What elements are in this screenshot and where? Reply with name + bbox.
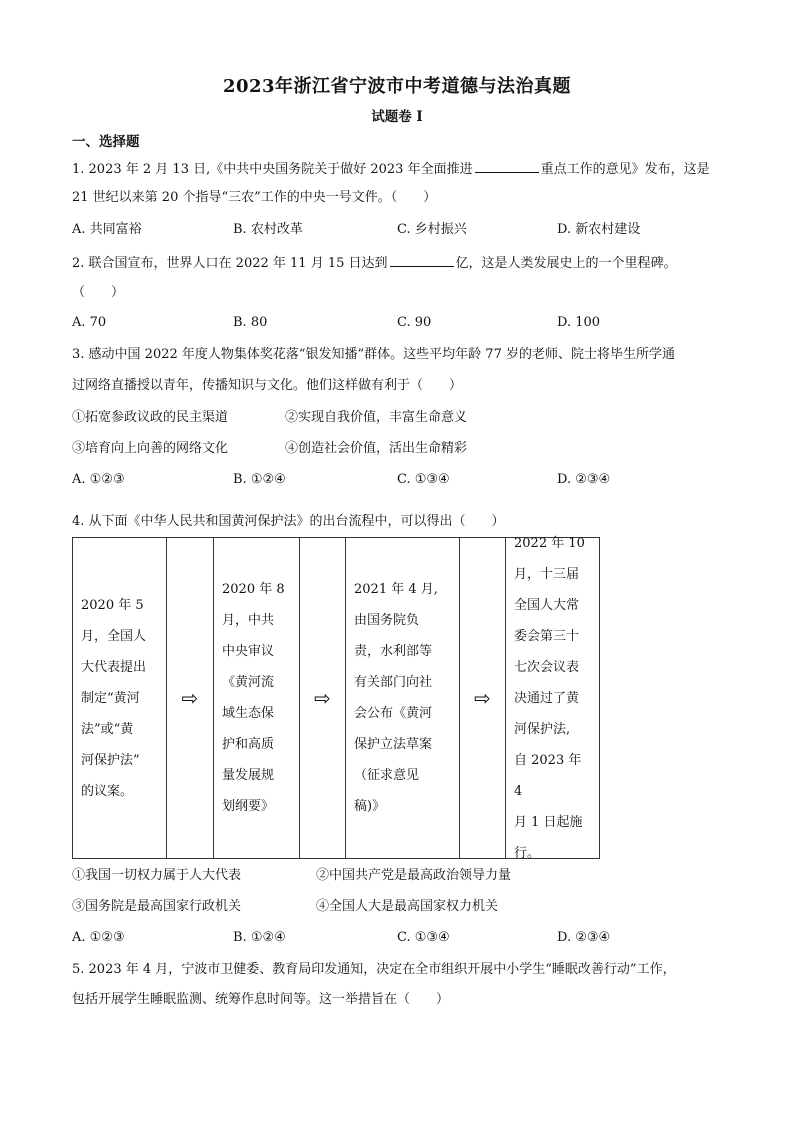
q2-option-c: C. 90	[397, 315, 432, 330]
q3-option-c: C. ①③④	[397, 472, 450, 487]
flow-step-4-line: 全国人大常	[514, 597, 580, 613]
flow-step-4-line: 自 2023 年 4	[514, 752, 582, 799]
flow-step-3-line: 2021 年 4 月,	[354, 582, 438, 597]
q2-stem-line2: （ ）	[72, 285, 125, 300]
flow-step-3-line: 会公布《黄河	[354, 706, 433, 721]
flow-arrow-3	[460, 538, 506, 858]
q1-option-b: B. 农村改革	[233, 222, 303, 237]
q4-option-b: B. ①②④	[233, 930, 286, 945]
q3-statement-4: ④创造社会价值，活出生命精彩	[285, 441, 468, 456]
flow-step-1-line: 制定“黄河	[81, 690, 140, 706]
flow-step-3-line: 责，水利部等	[354, 644, 433, 659]
section-heading: 一、选择题	[72, 134, 140, 150]
q5-stem-line1: 5. 2023 年 4 月，宁波市卫健委、教育局印发通知，决定在全市组织开展中小学生“睡眠改善行动”工作，	[72, 962, 676, 977]
q2-stem-text-b: 亿，这是人类发展史上的一个里程碑。	[455, 256, 677, 271]
flow-step-4-line: 月，十三届	[514, 566, 580, 582]
flow-step-2-line: 域生态保	[222, 706, 275, 721]
q3-option-a: A. ①②③	[72, 472, 125, 487]
flow-step-4-line: 决通过了黄	[514, 690, 580, 706]
flow-step-4-line: 行。	[514, 845, 541, 861]
flow-step-4-text	[514, 528, 593, 869]
flow-step-2-line: 护和高质	[222, 737, 275, 752]
q1-answer-blank	[475, 159, 539, 173]
flow-step-1-line: 法”或“黄	[81, 721, 134, 737]
flow-step-1-text	[81, 590, 146, 807]
flow-step-4-line: 委会第三十	[514, 628, 580, 644]
exam-subtitle: 试题卷 I	[371, 109, 423, 125]
q1-stem-text-a: 1. 2023 年 2 月 13 日,《中共中央国务院关于做好 2023 年全面推进	[72, 162, 473, 177]
q4-option-d: D. ②③④	[557, 930, 611, 945]
q2-option-b: B. 80	[233, 315, 268, 330]
q1-stem-text-b: 重点工作的意见》发布，这是	[540, 162, 710, 177]
q3-statement-3: ③培育向上向善的网络文化	[72, 441, 229, 456]
flow-step-3-line: 由国务院负	[354, 613, 420, 628]
q3-statement-1: ①拓宽参政议政的民主渠道	[72, 410, 229, 425]
q4-statement-3: ③国务院是最高国家行政机关	[72, 899, 242, 914]
flow-step-2	[214, 538, 300, 858]
flow-step-2-line: 中央审议	[222, 644, 275, 659]
flow-step-4-line: 月 1 日起施	[514, 814, 583, 830]
q2-option-d: D. 100	[557, 315, 601, 330]
q4-statement-4: ④全国人大是最高国家权力机关	[316, 899, 499, 914]
flow-step-3-line: 稿)》	[354, 799, 386, 814]
q2-option-a: A. 70	[72, 315, 107, 330]
flow-step-1-line: 月，全国人	[81, 628, 147, 644]
flow-step-2-line: 月，中共	[222, 613, 275, 628]
flow-step-2-text	[222, 574, 285, 822]
flow-step-1-line: 河保护法”	[81, 752, 140, 768]
flow-step-4-line: 河保护法,	[514, 721, 571, 737]
q1-stem-line1	[72, 159, 710, 179]
flow-step-4-line: 2022 年 10	[514, 535, 585, 551]
flow-step-1-line: 的议案。	[81, 783, 134, 799]
flow-arrow-2	[300, 538, 346, 858]
flow-step-3	[346, 538, 460, 858]
double-right-arrow-icon: ⇨	[181, 686, 199, 710]
flow-step-3-text	[354, 574, 438, 822]
q4-statement-2: ②中国共产党是最高政治领导力量	[316, 868, 512, 883]
q3-stem-line2: 过网络直播授以青年，传播知识与文化。他们这样做有利于（ ）	[72, 378, 463, 393]
double-right-arrow-icon: ⇨	[474, 686, 491, 710]
q1-option-c: C. 乡村振兴	[397, 222, 467, 237]
q1-option-a: A. 共同富裕	[72, 222, 142, 237]
flow-step-2-line: 划纲要》	[222, 799, 275, 814]
q3-statement-2: ②实现自我价值，丰富生命意义	[285, 410, 468, 425]
flow-step-2-line: 量发展规	[222, 768, 275, 783]
exam-title: 2023年浙江省宁波市中考道德与法治真题	[222, 76, 572, 97]
flow-step-2-line: 《黄河流	[222, 675, 275, 690]
flow-step-4-line: 七次会议表	[514, 659, 580, 675]
q1-stem-line2: 21 世纪以来第 20 个指导“三农”工作的中央一号文件。（ ）	[72, 190, 437, 205]
q4-option-c: C. ①③④	[397, 930, 450, 945]
q3-stem-line1: 3. 感动中国 2022 年度人物集体奖花落“银发知播”群体。这些平均年龄 77 岁的老师、院士将毕生所学通	[72, 347, 675, 362]
q3-option-b: B. ①②④	[233, 472, 286, 487]
flow-step-1	[73, 538, 167, 858]
q1-option-d: D. 新农村建设	[557, 222, 641, 237]
flow-step-3-line: 有关部门向社	[354, 675, 433, 690]
double-right-arrow-icon: ⇨	[314, 686, 331, 710]
flow-step-3-line: 保护立法草案	[354, 737, 433, 752]
flow-step-1-line: 大代表提出	[81, 659, 147, 675]
flow-step-1-line: 2020 年 5	[81, 597, 144, 613]
flow-step-3-line: （征求意见	[354, 768, 420, 783]
flow-step-4	[506, 535, 599, 861]
q4-statement-1: ①我国一切权力属于人大代表	[72, 868, 242, 883]
q2-stem-text-a: 2. 联合国宣布，世界人口在 2022 年 11 月 15 日达到	[72, 256, 388, 271]
flow-arrow-1	[167, 538, 214, 858]
q5-stem-line2: 包括开展学生睡眠监测、统筹作息时间等。这一举措旨在（ ）	[72, 992, 450, 1007]
flow-step-2-line: 2020 年 8	[222, 582, 285, 597]
q3-option-d: D. ②③④	[557, 472, 611, 487]
q2-stem-line1	[72, 253, 677, 273]
q4-stem: 4. 从下面《中华人民共和国黄河保护法》的出台流程中，可以得出（ ）	[72, 514, 505, 529]
q4-option-a: A. ①②③	[72, 930, 125, 945]
q2-answer-blank	[390, 253, 454, 267]
q4-legislation-flowchart	[72, 537, 600, 859]
